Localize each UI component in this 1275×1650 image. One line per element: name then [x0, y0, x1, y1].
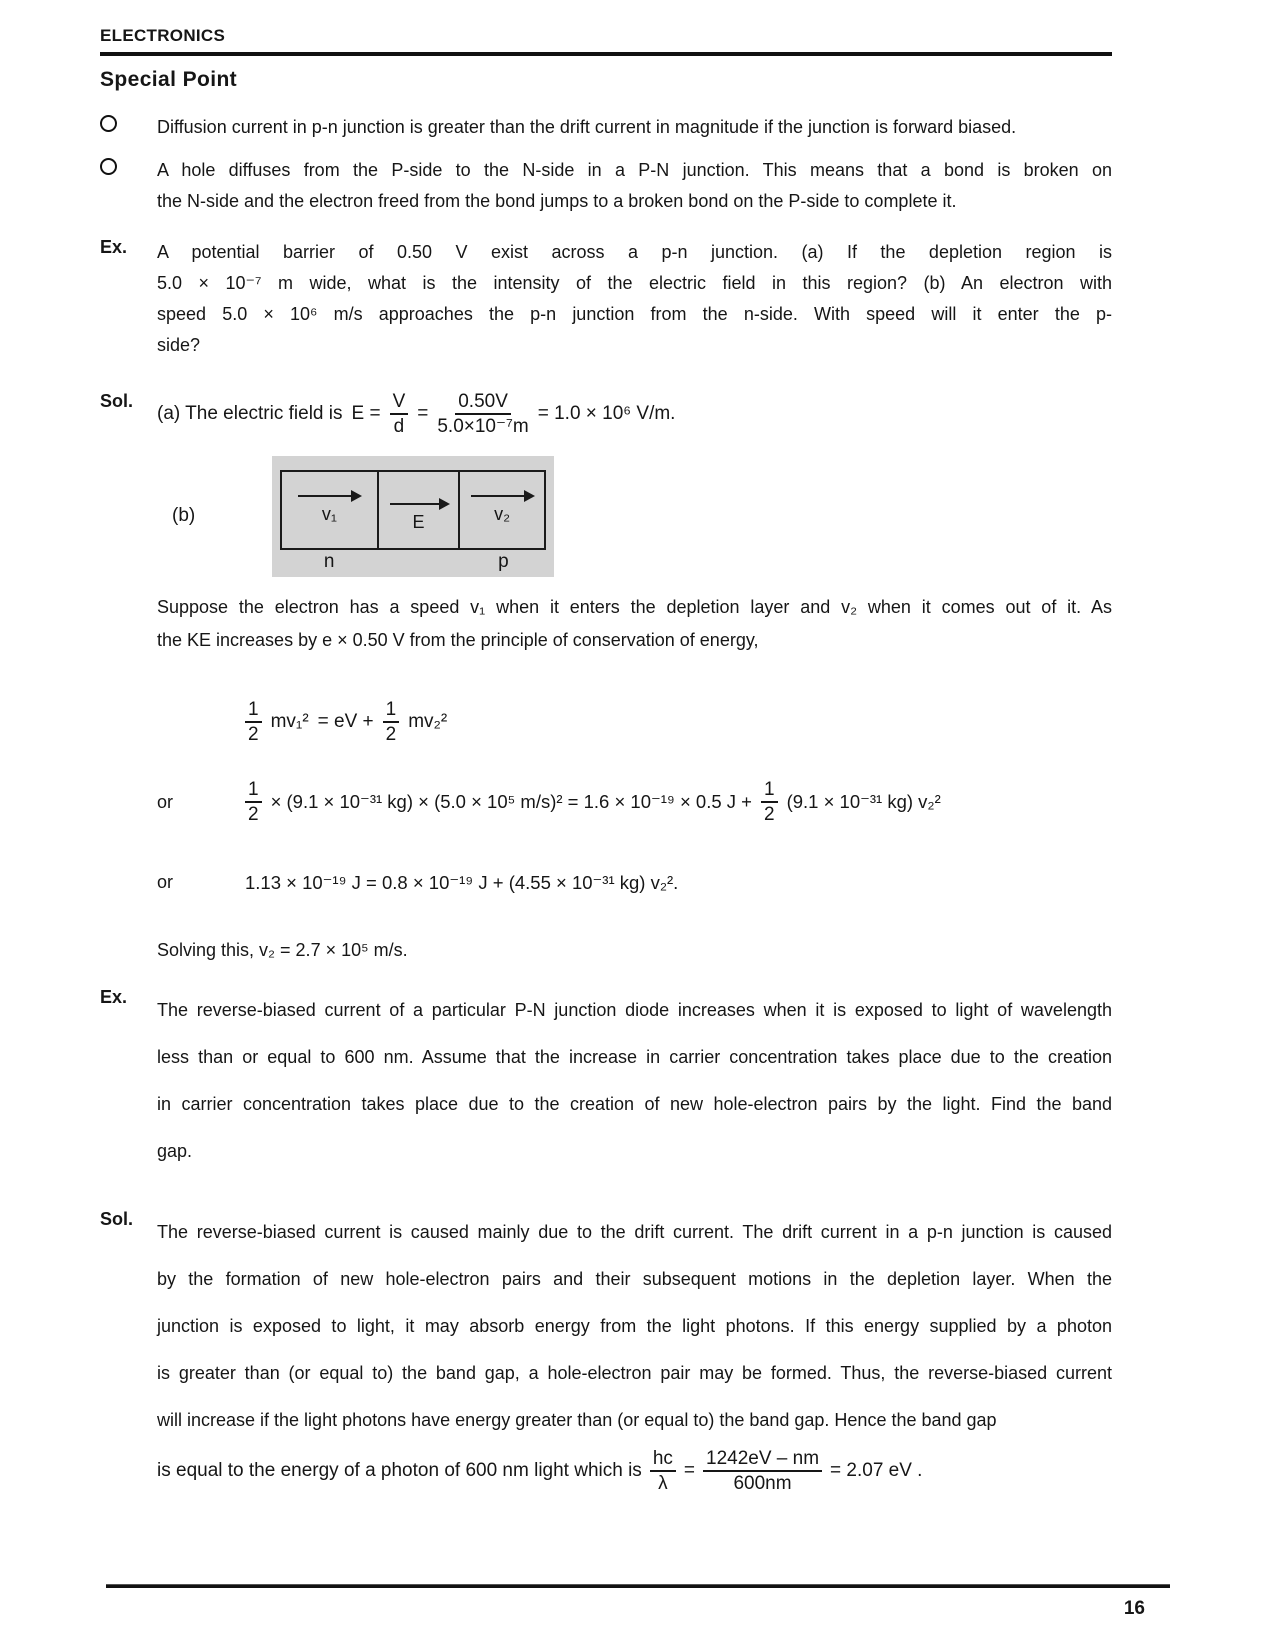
or-equation-1: [157, 779, 1112, 826]
text-line: 5.0 × 10⁻⁷ m wide, what is the intensity of the electric field in this region? (b) An electron with: [157, 273, 1112, 293]
equation-lead-text: is equal to the energy of a photon of 600 nm light which is: [157, 1459, 642, 1481]
velocity-v1-arrow-icon: [298, 495, 360, 497]
text-line: is greater than (or equal to) the band gap, a hole-electron pair may be formed. Thus, the reverse-biased current: [157, 1362, 1112, 1383]
equation-result: = 1.0 × 10⁶ V/m.: [537, 403, 676, 425]
text-line: less than or equal to 600 nm. Assume that the increase in carrier concentration takes place due to the creation: [157, 1046, 1112, 1067]
p-region-cell: [460, 472, 544, 548]
text-line: Diffusion current in p-n junction is greater than the drift current in magnitude if the junction is forward biased.: [157, 117, 1017, 137]
bullet-marker-cell: [100, 155, 157, 180]
header-divider: [100, 52, 1112, 56]
text-line: by the formation of new hole-electron pairs and their subsequent motions in the depletion layer. When the: [157, 1268, 1112, 1289]
text-line: The reverse-biased current is caused mainly due to the drift current. The drift current in a p-n junction is caused: [157, 1221, 1112, 1242]
band-gap-equation-row: [157, 1448, 1112, 1495]
page-number: 16: [1123, 1598, 1145, 1619]
bullet-item: [100, 112, 1112, 143]
pn-junction-diagram: [272, 456, 554, 577]
equation-lead-text: (a) The electric field is: [157, 403, 343, 425]
solution-2-text: [157, 1209, 1112, 1444]
header: [100, 26, 1112, 56]
velocity-v2-arrow-icon: [471, 495, 533, 497]
text-line: A hole diffuses from the P-side to the N-side in a P-N junction. This means that a bond is broken on: [157, 160, 1112, 180]
or-equation-2: [157, 872, 1112, 894]
solving-result: Solving this, v₂ = 2.7 × 10⁵ m/s.: [157, 939, 408, 960]
circle-bullet-icon: [100, 115, 117, 132]
equation-result: = 2.07 eV .: [830, 1459, 923, 1481]
equation-lhs: E =: [351, 403, 381, 425]
fraction-hc-over-lambda: $\frac{hc}{\lambda}$: [650, 1448, 676, 1495]
text-line: gap.: [157, 1140, 193, 1161]
text-line: A potential barrier of 0.50 V exist across a p-n junction. (a) If the depletion region is: [157, 242, 1112, 262]
fraction-one-half: $\frac{1}{2}$: [245, 699, 262, 746]
text-line: the KE increases by e × 0.50 V from the principle of conservation of energy,: [157, 629, 759, 650]
solution-1: [100, 391, 1112, 438]
bullet-item: [100, 155, 1112, 217]
electric-field-equation: [157, 391, 1112, 438]
equals-sign: =: [683, 1459, 695, 1481]
diagram-caption: (b): [172, 505, 196, 527]
equals-sign: =: [417, 403, 429, 425]
n-region-cell: [282, 472, 379, 548]
circle-bullet-icon: [100, 158, 117, 175]
solution-2: [100, 1209, 1112, 1444]
text-line: the N-side and the electron freed from the bond jumps to a broken bond on the P-side to complete it.: [157, 191, 957, 211]
figure-b: [157, 456, 1112, 577]
text-line: The reverse-biased current of a particular P-N junction diode increases when it is exposed to light of wavelength: [157, 999, 1112, 1020]
text-line: speed 5.0 × 10⁶ m/s approaches the p-n junction from the n-side. With speed will it enter the p-: [157, 304, 1112, 324]
equation-term: mv₁²: [270, 710, 309, 732]
bullet-marker-cell: [100, 112, 157, 137]
fraction-photon-energy: $\frac{1242eV - nm}{600nm}$: [703, 1448, 822, 1495]
footer-divider: [106, 1584, 1170, 1588]
or-label: or: [157, 872, 174, 893]
bullet-text: [157, 112, 1112, 143]
region-labels: [280, 551, 546, 573]
example-label: Ex.: [100, 237, 128, 257]
equation-text: 1.13 × 10⁻¹⁹ J = 0.8 × 10⁻¹⁹ J + (4.55 × 10⁻³¹ kg) v₂².: [245, 871, 679, 893]
fraction-v-over-d: $\frac{V}{d}$: [390, 391, 409, 438]
or-label: or: [157, 791, 174, 812]
solution-label: Sol.: [100, 1208, 134, 1229]
text-line: junction is exposed to light, it may absorb energy from the light photons. If this energy supplied by a photon: [157, 1315, 1112, 1336]
bullet-text: [157, 155, 1112, 217]
page-header-title: ELECTRONICS: [100, 26, 226, 45]
equation-term: = eV +: [317, 710, 374, 732]
p-side-label: p: [498, 550, 509, 572]
example-1-text: [157, 237, 1112, 361]
v2-label: v₂: [494, 503, 511, 524]
text-line: side?: [157, 335, 201, 355]
example-label: Ex.: [100, 986, 128, 1007]
suppose-paragraph: [100, 591, 1112, 657]
electric-field-arrow-icon: [390, 503, 448, 505]
e-field-label: E: [412, 511, 425, 532]
fraction-voltage-over-width: $\frac{0.50V}{\text{5.0×10⁻⁷m}}$: [437, 391, 529, 438]
fraction-one-half: $\frac{1}{2}$: [383, 699, 400, 746]
section-title: Special Point: [100, 68, 238, 91]
example-2-text: [157, 987, 1112, 1175]
text-line: will increase if the light photons have energy greater than (or equal to) the band gap. Hence the band gap: [157, 1409, 997, 1430]
depletion-region-cell: [379, 472, 460, 548]
equation-term: × (9.1 × 10⁻³¹ kg) × (5.0 × 10⁵ m/s)² = 1.6 × 10⁻¹⁹ × 0.5 J +: [270, 791, 752, 813]
example-1: [100, 237, 1112, 361]
equation-term: mv₂²: [408, 710, 448, 732]
v1-label: v₁: [321, 503, 337, 524]
solution-label: Sol.: [100, 391, 134, 411]
depletion-layer-box: [280, 470, 546, 550]
kinetic-energy-equation: [245, 699, 1112, 746]
text-line: in carrier concentration takes place due to the creation of new hole-electron pairs by the light. Find the band: [157, 1093, 1112, 1114]
fraction-one-half: $\frac{1}{2}$: [245, 779, 262, 826]
equation-term: (9.1 × 10⁻³¹ kg) v₂²: [786, 791, 941, 813]
n-side-label: n: [323, 550, 335, 572]
fraction-one-half: $\frac{1}{2}$: [761, 779, 778, 826]
example-2: [100, 987, 1112, 1175]
text-line: Suppose the electron has a speed v₁ when it enters the depletion layer and v₂ when it comes out of it. As: [157, 596, 1112, 617]
